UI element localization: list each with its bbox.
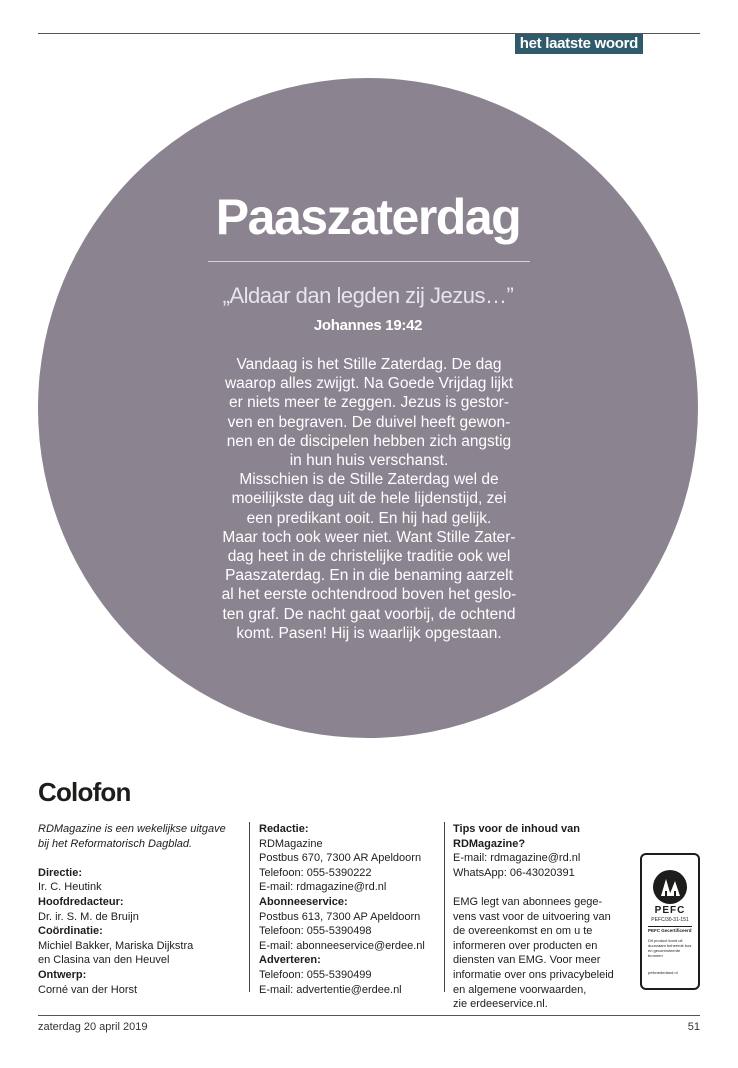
colofon-title: Colofon [38, 777, 131, 807]
emg-line: EMG legt van abonnees gege- [453, 895, 603, 908]
page-number: 51 [687, 1021, 700, 1033]
body-line: moeilijkste dag uit de hele lijdenstijd, zei [231, 490, 507, 508]
body-line: ven en begraven. De duivel heeft gewon- [227, 413, 511, 431]
pefc-description: Dit product komt uit duurzaam beheerde bos en gecontroleerde bronnen [648, 938, 692, 958]
abonneeservice-phone: Telefoon: 055-5390498 [259, 925, 372, 938]
ontwerp-label: Ontwerp: [38, 968, 87, 981]
pefc-badge [640, 853, 700, 990]
redactie-phone: Telefoon: 055-5390222 [259, 866, 372, 879]
emg-line: informatie over ons privacybeleid [453, 968, 614, 981]
tips-email: E-mail: rdmagazine@rd.nl [453, 852, 581, 865]
colofon-column-2 [259, 822, 444, 997]
colofon-column-3 [453, 822, 638, 1012]
intro-line: bij het Reformatorisch Dagblad. [38, 837, 193, 850]
column-divider [249, 822, 250, 992]
body-line: dag heet in de christelijke traditie ook wel [227, 548, 511, 566]
article-title: Paaszaterdag [215, 189, 521, 245]
redactie-email: E-mail: rdmagazine@rd.nl [259, 881, 387, 894]
adverteren-phone: Telefoon: 055-5390499 [259, 968, 372, 981]
directie-label: Directie: [38, 866, 83, 879]
body-line: Maar toch ook weer niet. Want Stille Zater- [222, 528, 516, 546]
emg-line: de overeenkomst en om u te [453, 925, 593, 938]
pefc-tree-icon [652, 869, 688, 905]
hoofdredacteur-value: Dr. ir. S. M. de Bruijn [38, 910, 139, 923]
emg-line: vens vast voor de uitvoering van [453, 910, 611, 923]
tips-whatsapp: WhatsApp: 06-43020391 [453, 866, 575, 879]
body-line: waarop alles zwijgt. Na Goede Vrijdag lijkt [224, 375, 514, 393]
body-line: er niets meer te zeggen. Jezus is gestor- [229, 394, 509, 412]
abonneeservice-address: Postbus 613, 7300 AP Apeldoorn [259, 910, 421, 923]
emg-line: en algemene voorwaarden, [453, 983, 587, 996]
section-tag: het laatste woord [515, 34, 643, 54]
coordinatie-label: Coördinatie: [38, 925, 103, 938]
bible-reference: Johannes 19:42 [313, 317, 423, 334]
hoofdredacteur-label: Hoofdredacteur: [38, 895, 124, 908]
redactie-label: Redactie: [259, 823, 309, 835]
body-line: Misschien is de Stille Zaterdag wel de [239, 471, 499, 489]
body-line: komt. Pasen! Hij is waarlijk opgestaan. [236, 624, 502, 642]
pefc-code: PEFC/30-31-151 [651, 917, 689, 923]
body-line: een predikant ooit. En hij had gelijk. [246, 509, 492, 527]
abonneeservice-label: Abonneeservice: [259, 895, 348, 908]
pefc-url: pefcnederland.nl [648, 970, 678, 975]
colofon-column-1 [38, 822, 243, 997]
column-divider [444, 822, 445, 992]
pefc-logo-text: PEFC [654, 905, 686, 916]
body-line: nen en de discipelen hebben zich angstig [226, 432, 512, 450]
body-line: in hun huis verschanst. [289, 452, 449, 470]
bottom-rule [38, 1015, 700, 1016]
pefc-certified: PEFC Gecertificeerd [648, 928, 692, 933]
body-line: ten graf. De nacht gaat voorbij, de ochtend [222, 605, 516, 623]
footer-date: zaterdag 20 april 2019 [38, 1021, 148, 1033]
intro-line: RDMagazine is een wekelijkse uitgave [38, 823, 226, 835]
coordinatie-value: Michiel Bakker, Mariska Dijkstra [38, 939, 194, 952]
bible-quote: „Aldaar dan legden zij Jezus…” [222, 283, 514, 308]
emg-line: zie erdeeservice.nl. [453, 998, 548, 1011]
body-line: Paaszaterdag. En in die benaming aarzelt [225, 567, 513, 585]
adverteren-email: E-mail: advertentie@erdee.nl [259, 983, 402, 996]
directie-value: Ir. C. Heutink [38, 881, 102, 894]
redactie-address: Postbus 670, 7300 AR Apeldoorn [259, 852, 422, 865]
tips-label: Tips voor de inhoud van RDMagazine? [453, 823, 580, 850]
ontwerp-value: Corné van der Horst [38, 983, 138, 996]
body-line: al het eerste ochtendrood boven het geslo- [221, 586, 517, 604]
article-body [198, 355, 540, 643]
coordinatie-value: en Clasina van den Heuvel [38, 954, 170, 967]
abonneeservice-email: E-mail: abonneeservice@erdee.nl [259, 939, 425, 952]
redactie-name: RDMagazine [259, 837, 323, 850]
emg-line: diensten van EMG. Voor meer [453, 954, 601, 967]
emg-line: informeren over producten en [453, 939, 598, 952]
adverteren-label: Adverteren: [259, 954, 321, 967]
title-divider [208, 261, 530, 262]
body-line: Vandaag is het Stille Zaterdag. De dag [236, 356, 502, 373]
